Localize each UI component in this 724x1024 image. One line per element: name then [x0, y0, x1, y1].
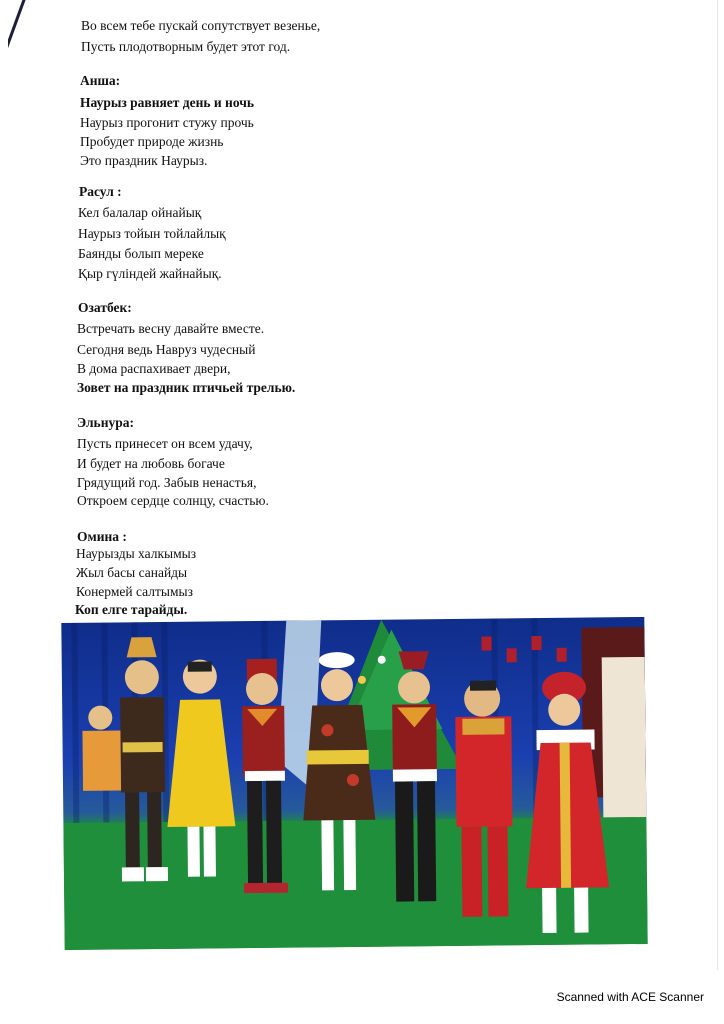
verse-line: Наурыз равняет день и ночь	[80, 95, 254, 110]
speaker-name: Эльнура:	[77, 415, 134, 430]
verse-line: Сегодня ведь Навруз чудесный	[77, 342, 256, 357]
verse-line: Пробудет природе жизнь	[80, 134, 224, 149]
children-costume-photo	[61, 617, 647, 950]
verse-line: Наурыз прогонит стужу прочь	[80, 115, 254, 130]
intro-line-2: Пусть плодотворным будет этот год.	[81, 39, 291, 54]
verse-line: Наурыз тойын тойлайлық	[78, 226, 226, 241]
verse-line: Встречать весну давайте вместе.	[77, 321, 265, 336]
speaker-name: Анша:	[80, 73, 121, 88]
verse-line: Кел балалар ойнайық	[78, 205, 202, 220]
verse-line: Жыл басы санайды	[76, 565, 188, 580]
verse-line: Это праздник Наурыз.	[80, 153, 208, 168]
verse-line: Коп елге тарайды.	[75, 602, 188, 617]
verse-line: В дома распахивает двери,	[77, 361, 231, 376]
speaker-name: Озатбек:	[78, 300, 132, 315]
verse-line: Конермей салтымыз	[76, 584, 193, 599]
speaker-name: Омина :	[77, 529, 127, 544]
intro-line-1: Во всем тебе пускай сопутствует везенье,	[81, 18, 321, 33]
verse-line: Баянды болып мереке	[78, 246, 204, 261]
photo-illustration	[61, 617, 647, 950]
verse-line: Зовет на праздник птичьей трелью.	[77, 380, 296, 395]
scanner-watermark: Scanned with ACE Scanner	[556, 990, 704, 1004]
verse-line: Наурызды халкымыз	[76, 546, 197, 561]
verse-line: Откроем сердце солнцу, счастью.	[77, 493, 269, 508]
verse-line: Грядущий год. Забыв ненастья,	[77, 475, 257, 490]
verse-line: И будет на любовь богаче	[77, 456, 225, 471]
verse-line: Пусть принесет он всем удачу,	[77, 436, 253, 451]
verse-line: Қыр гүліндей жайнайық.	[78, 266, 222, 281]
speaker-name: Расул :	[79, 184, 122, 199]
